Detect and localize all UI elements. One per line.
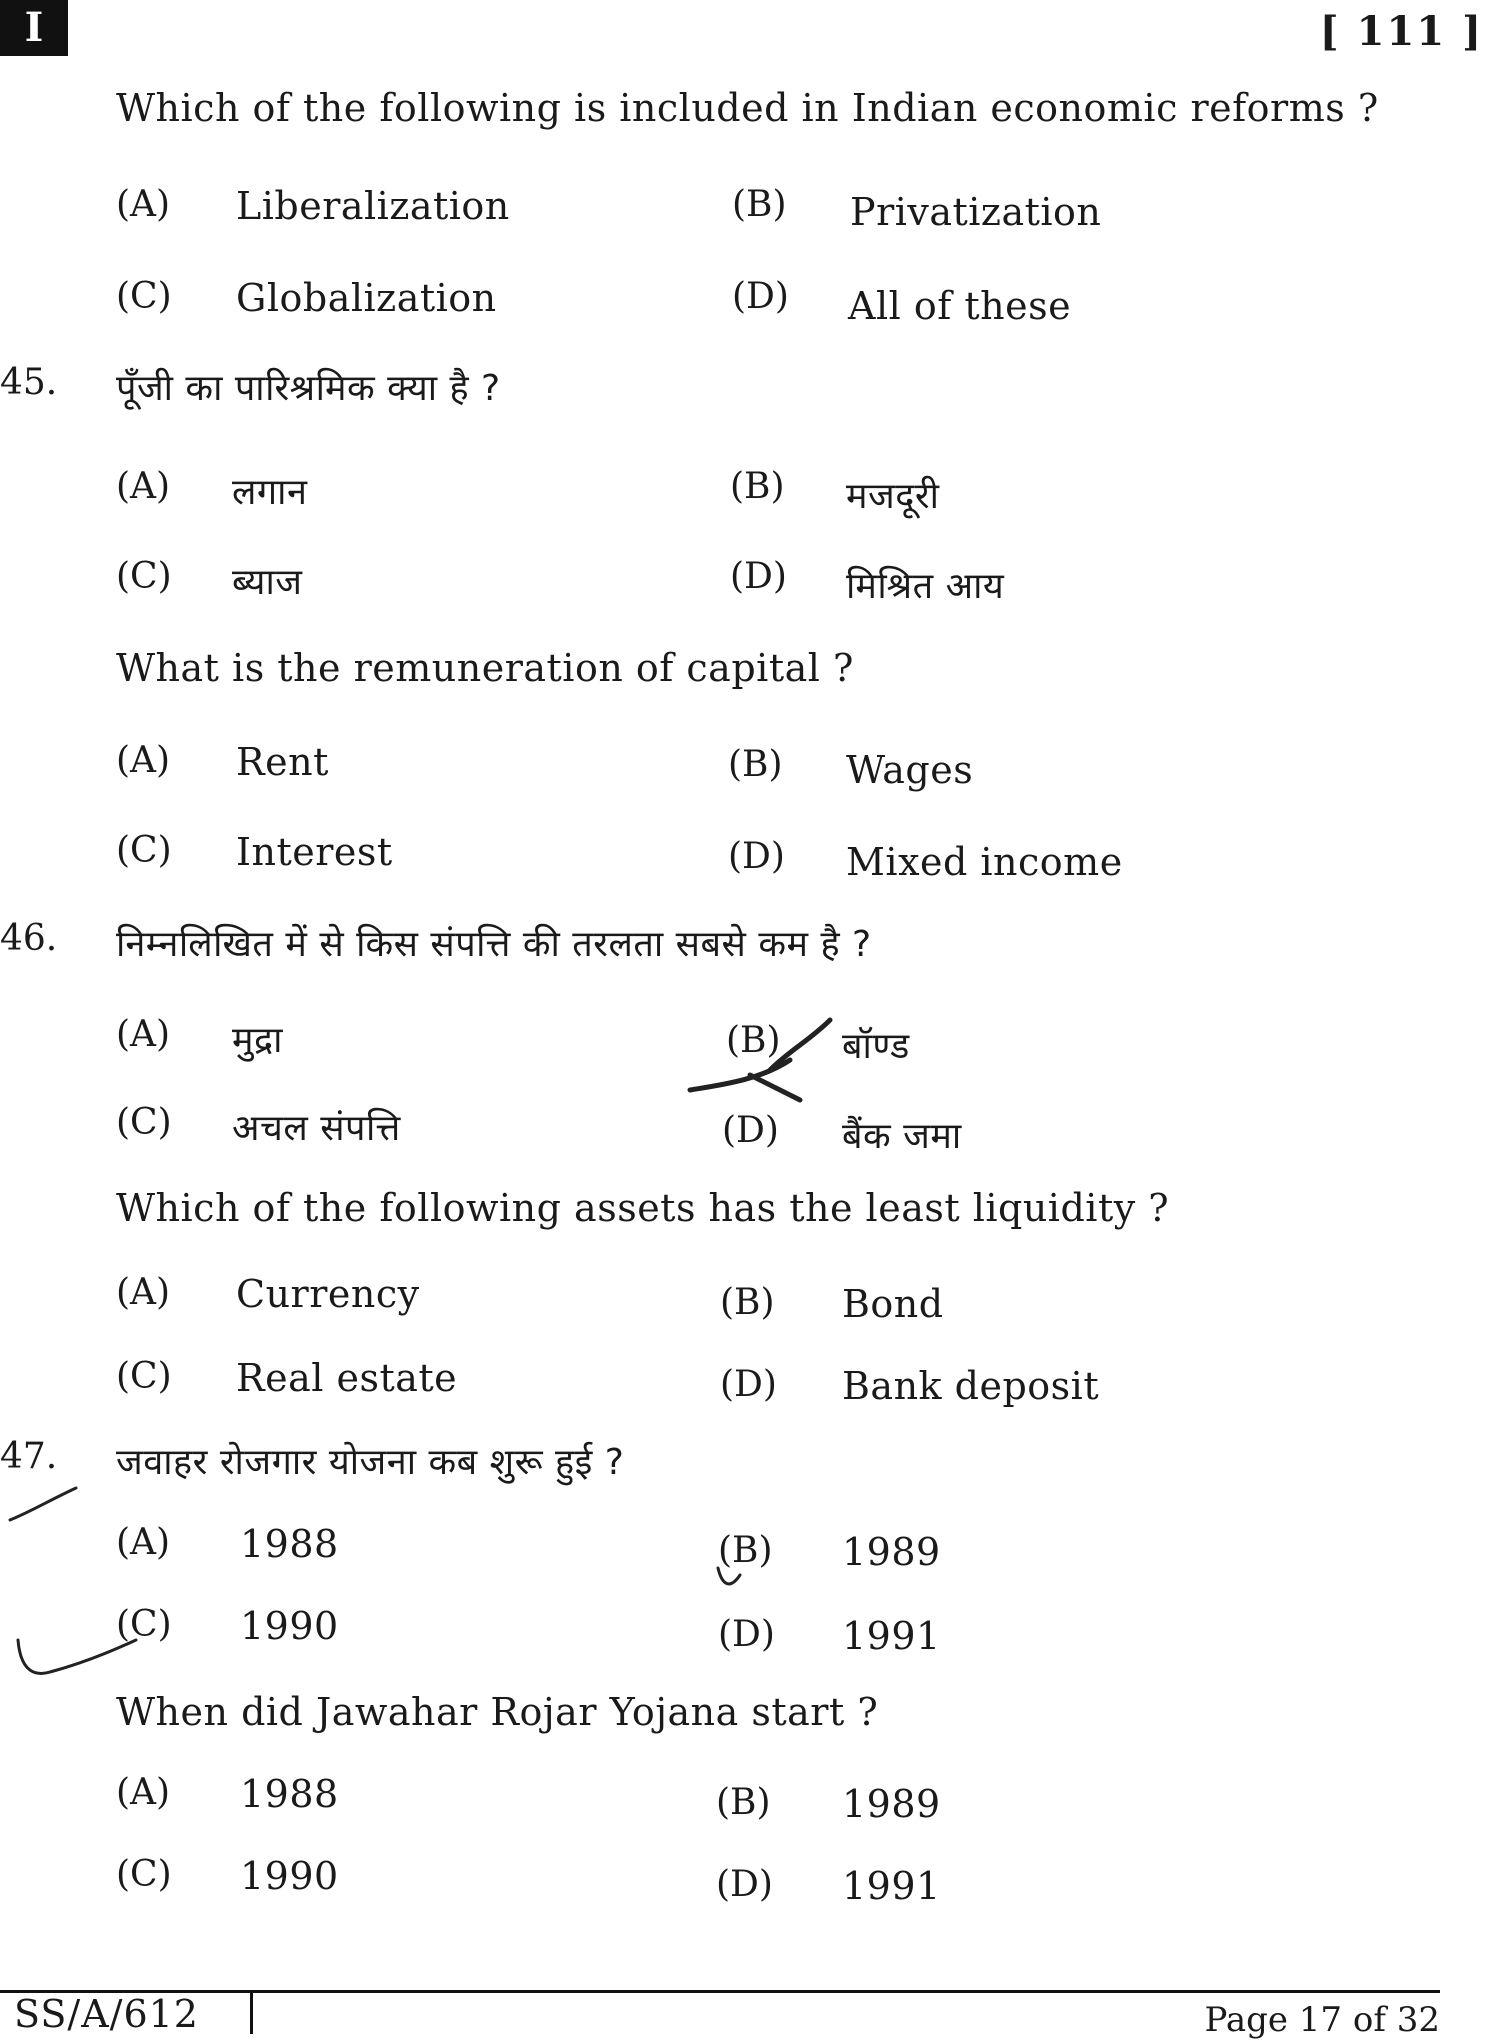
option-label: (D) — [718, 1614, 775, 1655]
option-text: 1990 — [240, 1854, 339, 1898]
option-label: (C) — [116, 1854, 172, 1895]
option-text-hindi: लगान — [232, 472, 308, 513]
set-badge: I — [0, 0, 68, 56]
option-text: 1989 — [842, 1530, 941, 1574]
option-text-hindi: मजदूरी — [846, 476, 940, 517]
option-text-hindi: ब्याज — [232, 562, 303, 603]
option-text-hindi: बैंक जमा — [842, 1116, 962, 1157]
option-text: 1988 — [240, 1522, 339, 1566]
option-text: Mixed income — [846, 840, 1123, 884]
question-text: When did Jawahar Rojar Yojana start ? — [116, 1690, 879, 1734]
question-number: 47. — [0, 1436, 58, 1477]
option-label: (A) — [116, 184, 171, 225]
question-text-hindi: पूँजी का पारिश्रमिक क्या है ? — [116, 368, 501, 409]
option-label: (A) — [116, 1014, 171, 1055]
option-text-hindi: मुद्रा — [232, 1020, 283, 1061]
option-text: Liberalization — [236, 184, 510, 228]
option-text: Real estate — [236, 1356, 458, 1400]
option-text: Bond — [842, 1282, 944, 1326]
option-text-hindi: अचल संपत्ति — [232, 1108, 401, 1149]
option-text: Privatization — [850, 190, 1102, 234]
option-text: 1991 — [842, 1614, 941, 1658]
option-label: (B) — [716, 1782, 771, 1823]
option-text: Bank deposit — [842, 1364, 1100, 1408]
question-text-hindi: निम्नलिखित में से किस संपत्ति की तरलता सबसे कम है ? — [116, 924, 872, 965]
option-label: (B) — [732, 184, 787, 225]
option-text: 1991 — [842, 1864, 941, 1908]
option-label: (C) — [116, 1356, 172, 1397]
option-label: (B) — [730, 466, 785, 507]
option-label: (D) — [732, 276, 789, 317]
option-label: (B) — [718, 1530, 773, 1571]
question-number: 45. — [0, 362, 58, 403]
question-text: Which of the following assets has the least liquidity ? — [116, 1186, 1170, 1230]
question-text-hindi: जवाहर रोजगार योजना कब शुरू हुई ? — [116, 1442, 625, 1483]
option-label: (C) — [116, 1604, 172, 1645]
option-label: (D) — [722, 1110, 779, 1151]
option-text: 1989 — [842, 1782, 941, 1826]
page-number: Page 17 of 32 — [1204, 2000, 1440, 2040]
option-label: (C) — [116, 276, 172, 317]
option-label: (A) — [116, 1522, 171, 1563]
option-label: (A) — [116, 1772, 171, 1813]
option-label: (B) — [728, 744, 783, 785]
question-number: 46. — [0, 918, 58, 959]
page-code: [ 111 ] — [1319, 8, 1483, 55]
option-label: (D) — [720, 1364, 777, 1405]
option-label: (B) — [726, 1020, 781, 1061]
option-text: All of these — [848, 284, 1072, 328]
option-text: Wages — [846, 748, 974, 792]
option-label: (A) — [116, 740, 171, 781]
pen-tick-47c — [18, 1640, 136, 1673]
option-label: (C) — [116, 1102, 172, 1143]
option-label: (D) — [716, 1864, 773, 1905]
option-text-hindi: मिश्रित आय — [846, 566, 1005, 607]
option-label: (C) — [116, 556, 172, 597]
option-text: Interest — [236, 830, 393, 874]
option-label: (B) — [720, 1282, 775, 1323]
question-text: Which of the following is included in Indian economic reforms ? — [116, 86, 1379, 130]
option-label: (A) — [116, 466, 171, 507]
option-text: Currency — [236, 1272, 420, 1316]
option-text: Rent — [236, 740, 329, 784]
option-text-hindi: बॉण्ड — [842, 1026, 910, 1067]
paper-code: SS/A/612 — [14, 1992, 199, 2036]
option-label: (D) — [728, 836, 785, 877]
option-text: 1990 — [240, 1604, 339, 1648]
question-text: What is the remuneration of capital ? — [116, 646, 854, 690]
option-label: (C) — [116, 830, 172, 871]
pen-tick-47 — [10, 1488, 76, 1520]
option-text: 1988 — [240, 1772, 339, 1816]
option-label: (A) — [116, 1272, 171, 1313]
option-text: Globalization — [236, 276, 497, 320]
option-label: (D) — [730, 556, 787, 597]
